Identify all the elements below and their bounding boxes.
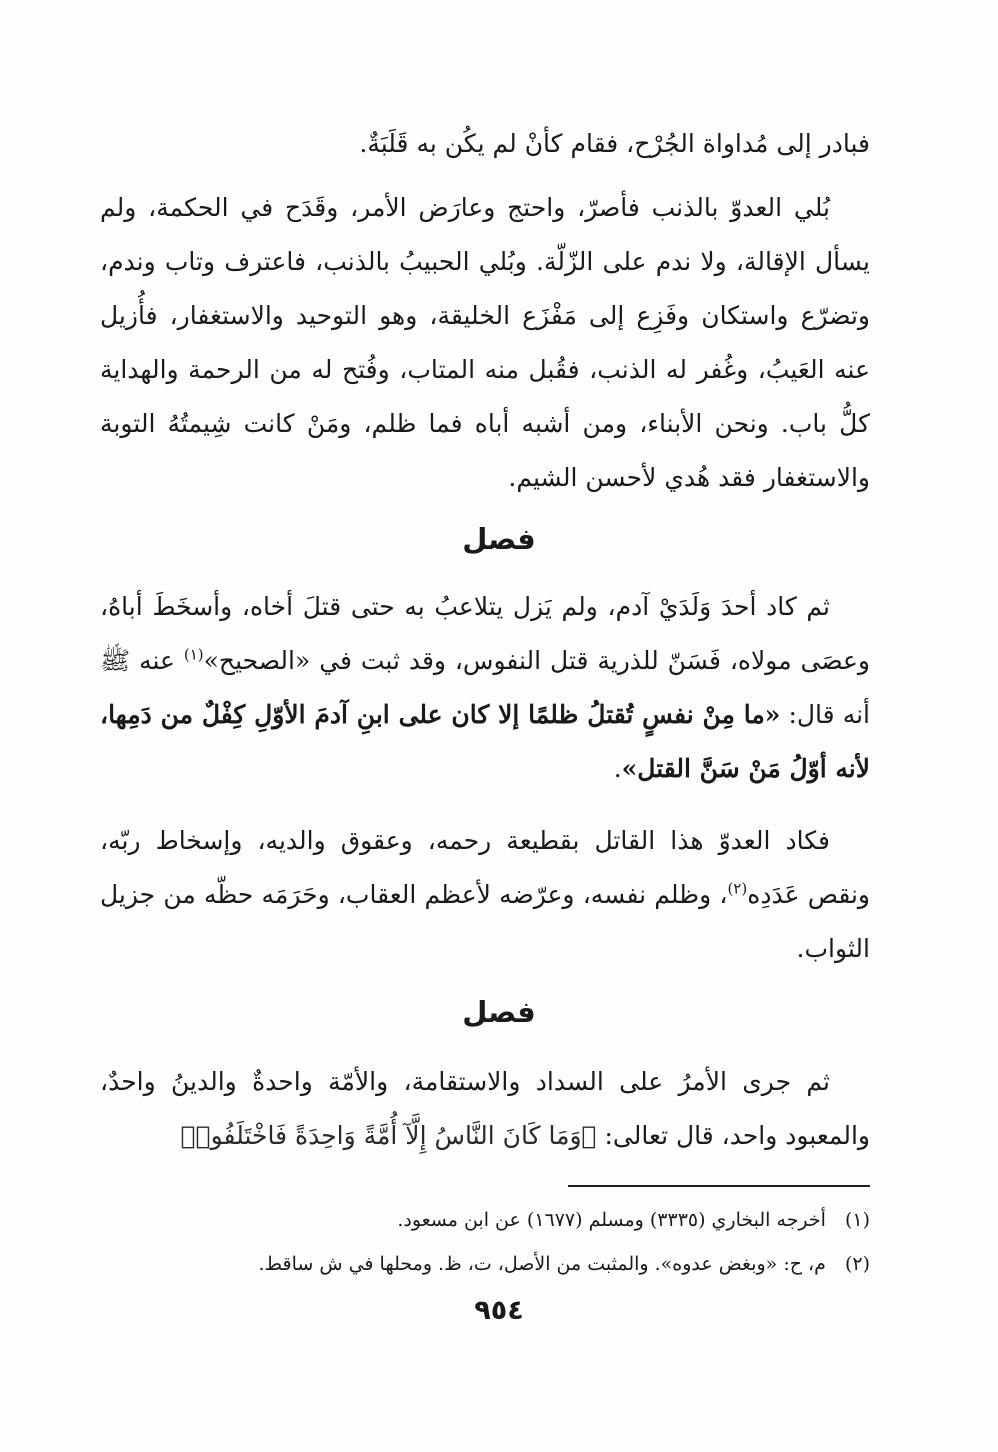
section1-p2-text-2: ، وظلم نفسه، وعرّضه لأعظم العقاب، وحَرَمَه حظّه من جزيل الثواب.: [100, 880, 870, 963]
section1-text-2: عنه ﷺ أنه قال:: [100, 646, 871, 729]
section2-paragraph: [100, 1055, 870, 1163]
section1-paragraph-1: [100, 580, 870, 796]
footnote-text: أخرجه البخاري (٣٣٣٥) ومسلم (١٦٧٧) عن ابن مسعود.: [397, 1209, 826, 1231]
footnote-text: م، ح: «وبغض عدوه». والمثبت من الأصل، ت، ظ. ومحلها في ش ساقط.: [258, 1253, 826, 1275]
page-number: ٩٥٤: [474, 1295, 524, 1326]
section1-block: [100, 580, 870, 976]
footnote-number: (١): [844, 1209, 870, 1231]
footnote-ref-1[interactable]: (١): [183, 645, 204, 664]
section-heading-1: فصل: [462, 522, 536, 556]
intro-block: [100, 117, 870, 505]
quran-verse: ﴿وَمَا كَانَ النَّاسُ إِلَّآ أُمَّةً وَاحِدَةً فَاخْتَلَفُوا۟: [180, 1121, 597, 1150]
intro-line: فبادر إلى مُداواة الجُرْح، فقام كأنْ لم يكُن به قَلَبَةٌ.: [359, 129, 870, 158]
section2-text: ثم جرى الأمرُ على السداد والاستقامة، والأمّة واحدةٌ والدينُ واحدٌ، والمعبود واحد، قال تعالى:: [100, 1067, 870, 1150]
footnote-2: [100, 1242, 870, 1286]
footnote-number: (٢): [844, 1253, 870, 1275]
hadith-end: .: [613, 754, 622, 783]
section1-p2-text: فكاد العدوّ هذا القاتل بقطيعة رحمه، وعقوق والديه، وإسخاط ربّه، ونقص عَدَدِه: [100, 826, 870, 909]
footnote-ref-2[interactable]: (٢): [727, 879, 748, 898]
section2-block: [100, 1055, 870, 1163]
section1-paragraph-2: [100, 814, 870, 976]
footnote-1: [100, 1198, 870, 1242]
hadith-quote: «ما مِنْ نفسٍ تُقتلُ ظلمًا إلا كان على ابنِ آدمَ الأوّلِ كِفْلٌ من دَمِها، لأنه أوّلُ مَنْ سَنَّ القتل»: [100, 700, 870, 783]
section-heading-2: فصل: [462, 995, 536, 1029]
section1-text: ثم كاد أحدَ وَلَدَيْ آدم، ولم يَزل يتلاعبُ به حتى قتلَ أخاه، وأسخَطَ أباهُ، وعصَى مولاه، فَسَنّ للذرية قتل النفوس، وقد ثبت في «الصحيح»: [100, 592, 870, 675]
footnote-divider: [568, 1185, 870, 1187]
footnotes: [100, 1198, 870, 1286]
intro-paragraph: بُلي العدوّ بالذنب فأصرّ، واحتج وعارَض الأمر، وقَدَح في الحكمة، ولم يسأل الإقالة، ولا ندم على الزّلّة. وبُلي الحبيبُ بالذنب، فاعترف وتاب وندم، وتضرّع واستكان وفَزِع إلى مَفْزَع الخليقة، وهو التوحيد والاستغفار، فأُزيل عنه العَيبُ، وغُفر له الذنب، فقُبل منه المتاب، وفُتح له من الرحمة والهداية كلُّ باب. ونحن الأبناء، ومن أشبه أباه فما ظلم، ومَنْ كانت شِيمتُهُ التوبة والاستغفار فقد هُدي لأحسن الشيم.: [100, 193, 870, 492]
